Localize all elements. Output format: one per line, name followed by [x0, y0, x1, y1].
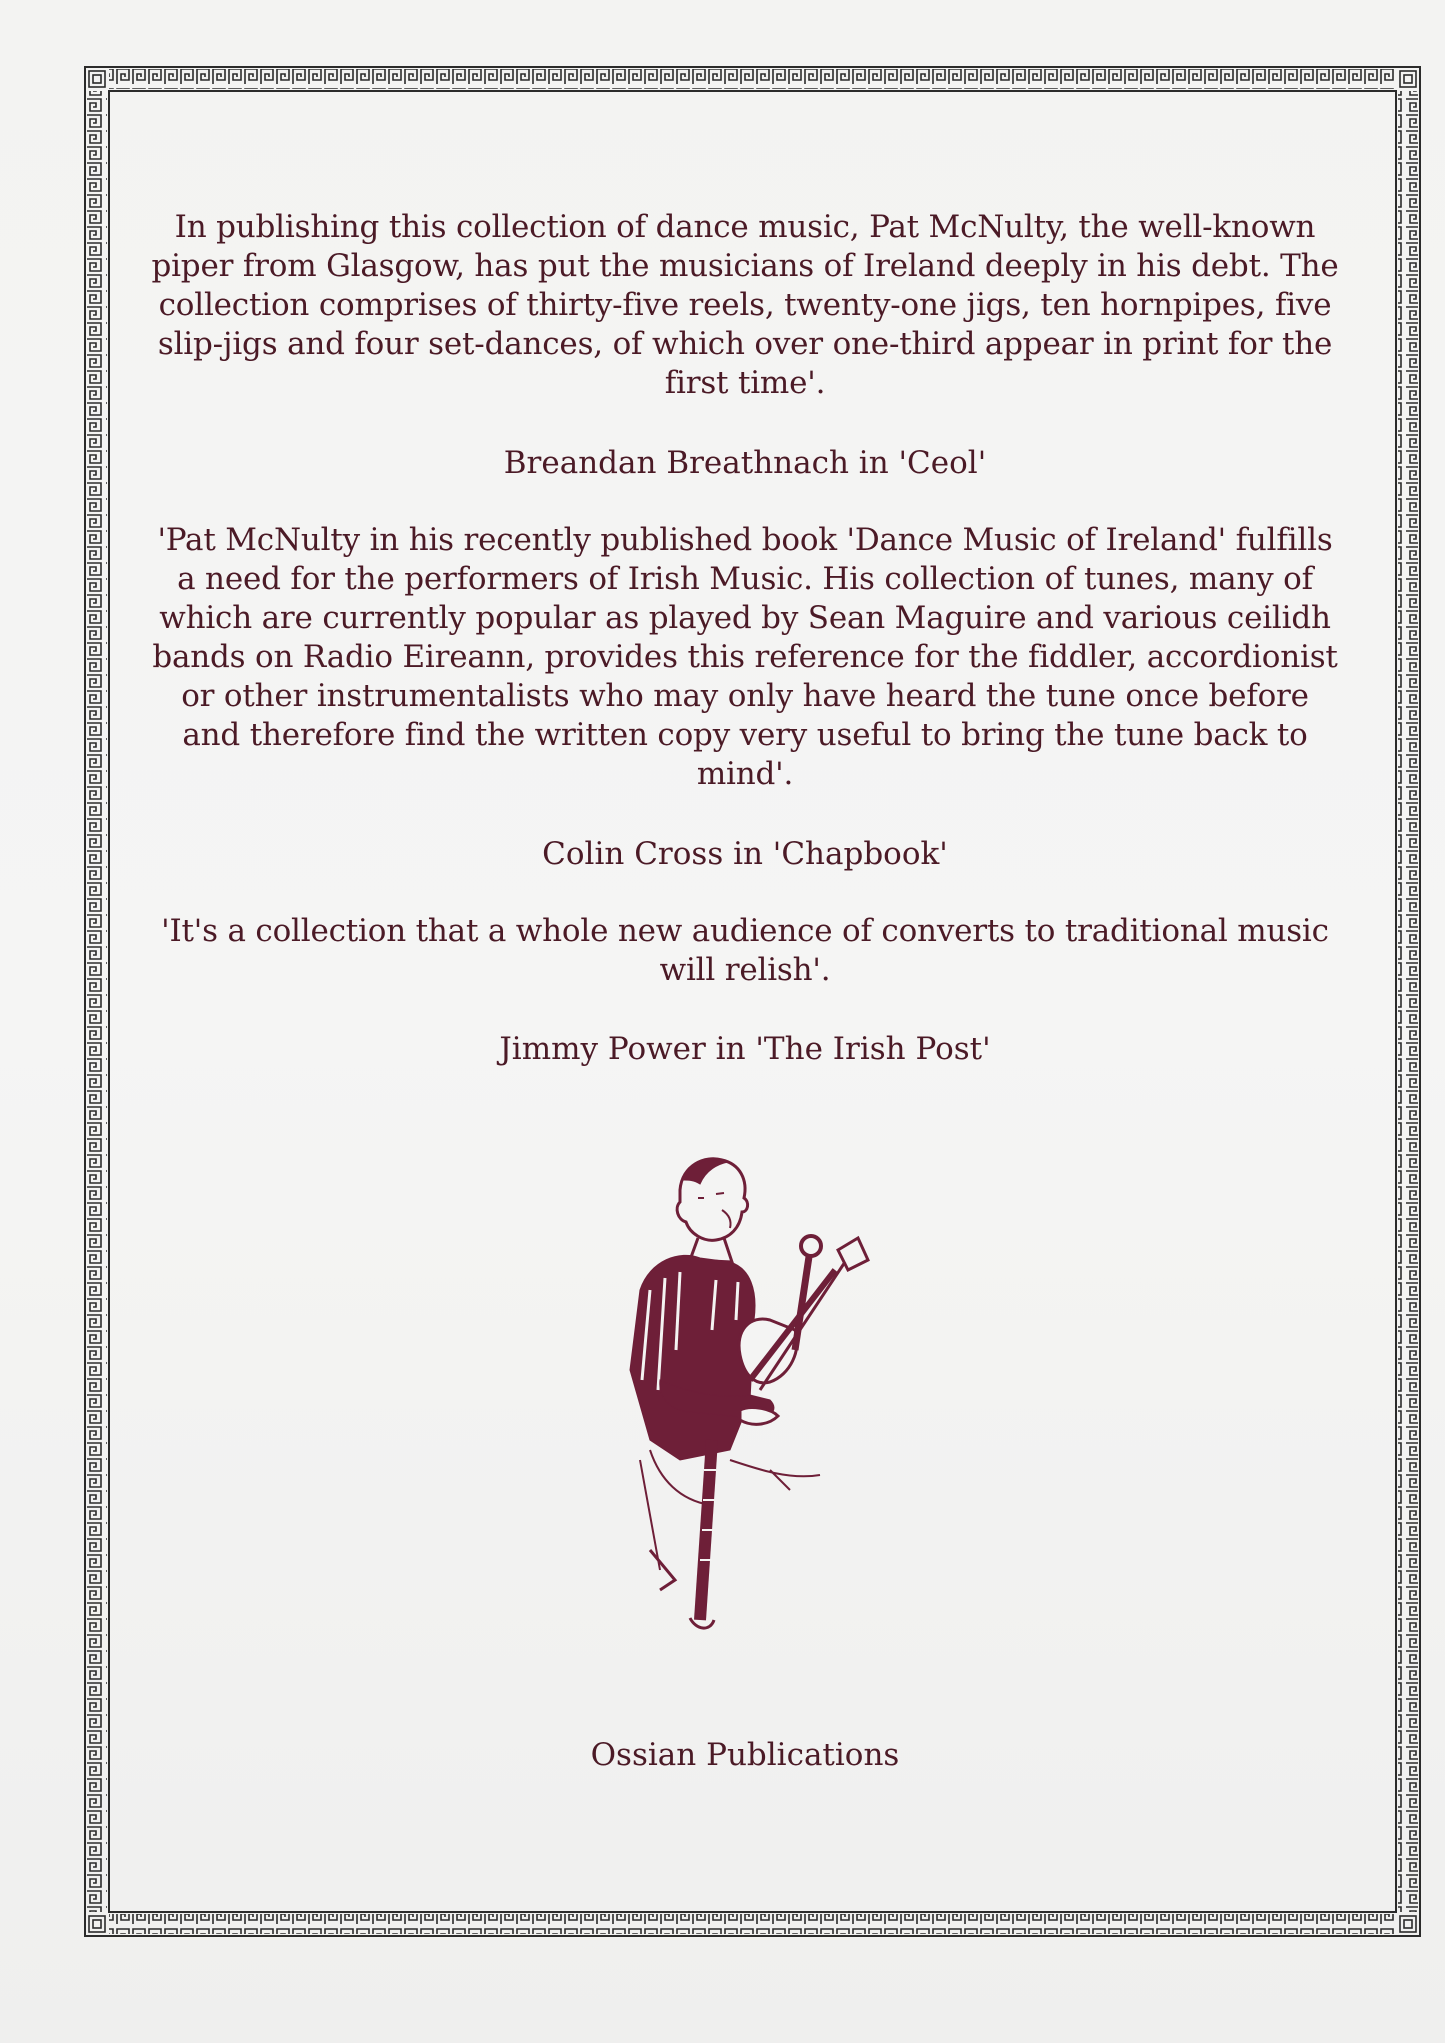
publisher-name: Ossian Publications	[590, 1737, 900, 1773]
piper-illustration	[620, 1150, 920, 1640]
review-attribution: Jimmy Power in 'The Irish Post'	[499, 1031, 991, 1067]
review-attribution: Breandan Breathnach in 'Ceol'	[503, 445, 987, 481]
reviews-section	[150, 198, 1340, 1069]
review-quote: In publishing this collection of dance music, Pat McNulty, the well-known piper from Glasgow, has put the musicians of Ireland deeply in his debt. The collection comprises of thirty-five reels, twenty-one jigs, ten hornpipes, five slip-jigs and four set-dances, of which over one-third appear in print for the first time'.	[151, 209, 1339, 401]
review-attribution: Colin Cross in 'Chapbook'	[542, 836, 948, 872]
review-quote: 'It's a collection that a whole new audience of converts to traditional music will relish'.	[161, 913, 1329, 988]
review-quote: 'Pat McNulty in his recently published book 'Dance Music of Ireland' fulfills a need for the performers of Irish Music. His collection of tunes, many of which are currently popular as played by Sean Maguire and various ceilidh bands on Radio Eireann, provides this reference for the fiddler, accordionist or other instrumentalists who may only have heard the tune once before and therefore find the written copy very useful to bring the tune back to mind'.	[152, 522, 1338, 792]
